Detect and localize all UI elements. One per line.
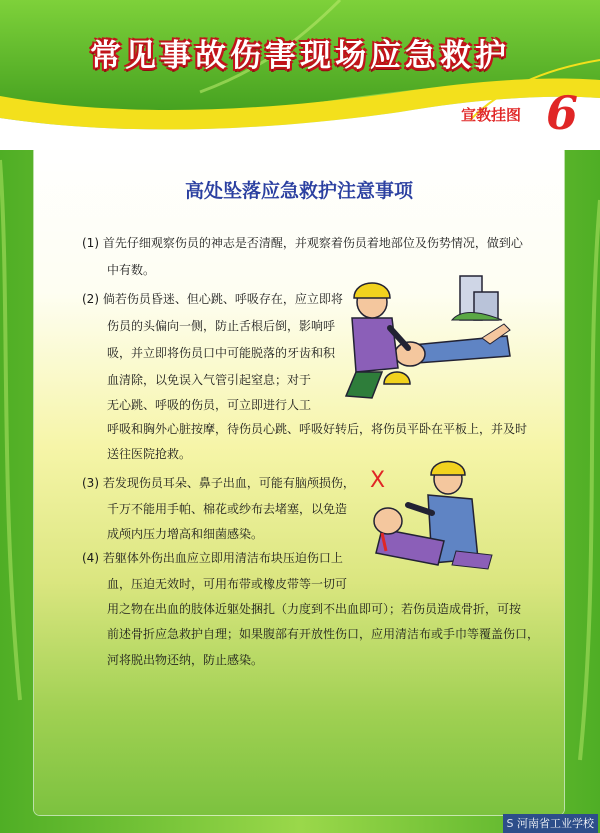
wrong-mark-icon: X: [370, 468, 386, 493]
text-line: (4) 若躯体外伤出血应立即用清洁布块压迫伤口上: [82, 551, 343, 565]
text-line: 千万不能用手帕、棉花或纱布去堵塞，以免造: [107, 502, 348, 516]
text-line: 送往医院抢救。: [107, 447, 192, 461]
safety-helmet-icon: [384, 372, 410, 384]
watermark-prefix: S: [506, 817, 514, 830]
document-title: 高处坠落应急救护注意事项: [184, 180, 413, 202]
watermark-text: 河南省工业学校: [517, 817, 594, 830]
text-line: 河将脱出物还纳，防止感染。: [107, 653, 264, 667]
school-watermark: [503, 814, 598, 833]
text-line: 前述骨折应急救护自理；如果腹部有开放性伤口，应用清洁布或手巾等覆盖伤口，: [107, 627, 540, 641]
text-line: 成颅内压力增高和细菌感染。: [107, 527, 264, 541]
series-label: 宣教挂图: [461, 106, 522, 124]
text-line: 伤员的头偏向一侧，防止舌根后倒，影响呼: [107, 319, 336, 333]
poster-title: 常见事故伤害现场应急救护: [90, 38, 510, 74]
lying-casualty: [395, 324, 510, 366]
text-line: 血清除，以免误入气管引起窒息；对于: [107, 373, 312, 387]
text-line: (1) 首先仔细观察伤员的神志是否清醒，并观察着伤员着地部位及伤势情况，做到心: [82, 236, 523, 250]
rescue-illustration-nose-bleed: [352, 455, 502, 573]
series-number: 6: [546, 86, 579, 140]
text-line: 用之物在出血的肢体近躯处捆扎（力度到不出血即可）；若伤员造成骨折，可按: [107, 602, 522, 616]
text-line: 呼吸和胸外心脏按摩，待伤员心跳、呼吸好转后，将伤员平卧在平板上，并及时: [107, 422, 528, 436]
text-line: 中有数。: [107, 263, 156, 277]
text-line: 吸，并立即将伤员口中可能脱落的牙齿和积: [107, 346, 336, 360]
rescue-illustration-head-tilt: [332, 268, 522, 408]
text-line: (2) 倘若伤员昏迷、但心跳、呼吸存在，应立即将: [82, 292, 343, 306]
building-icon: [452, 276, 502, 320]
text-line: 无心跳、呼吸的伤员，可立即进行人工: [107, 398, 312, 412]
text-line: 血，压迫无效时，可用布带或橡皮带等一切可: [107, 577, 348, 591]
text-line: (3) 若发现伤员耳朵、鼻子出血，可能有脑颅损伤，: [82, 476, 355, 490]
